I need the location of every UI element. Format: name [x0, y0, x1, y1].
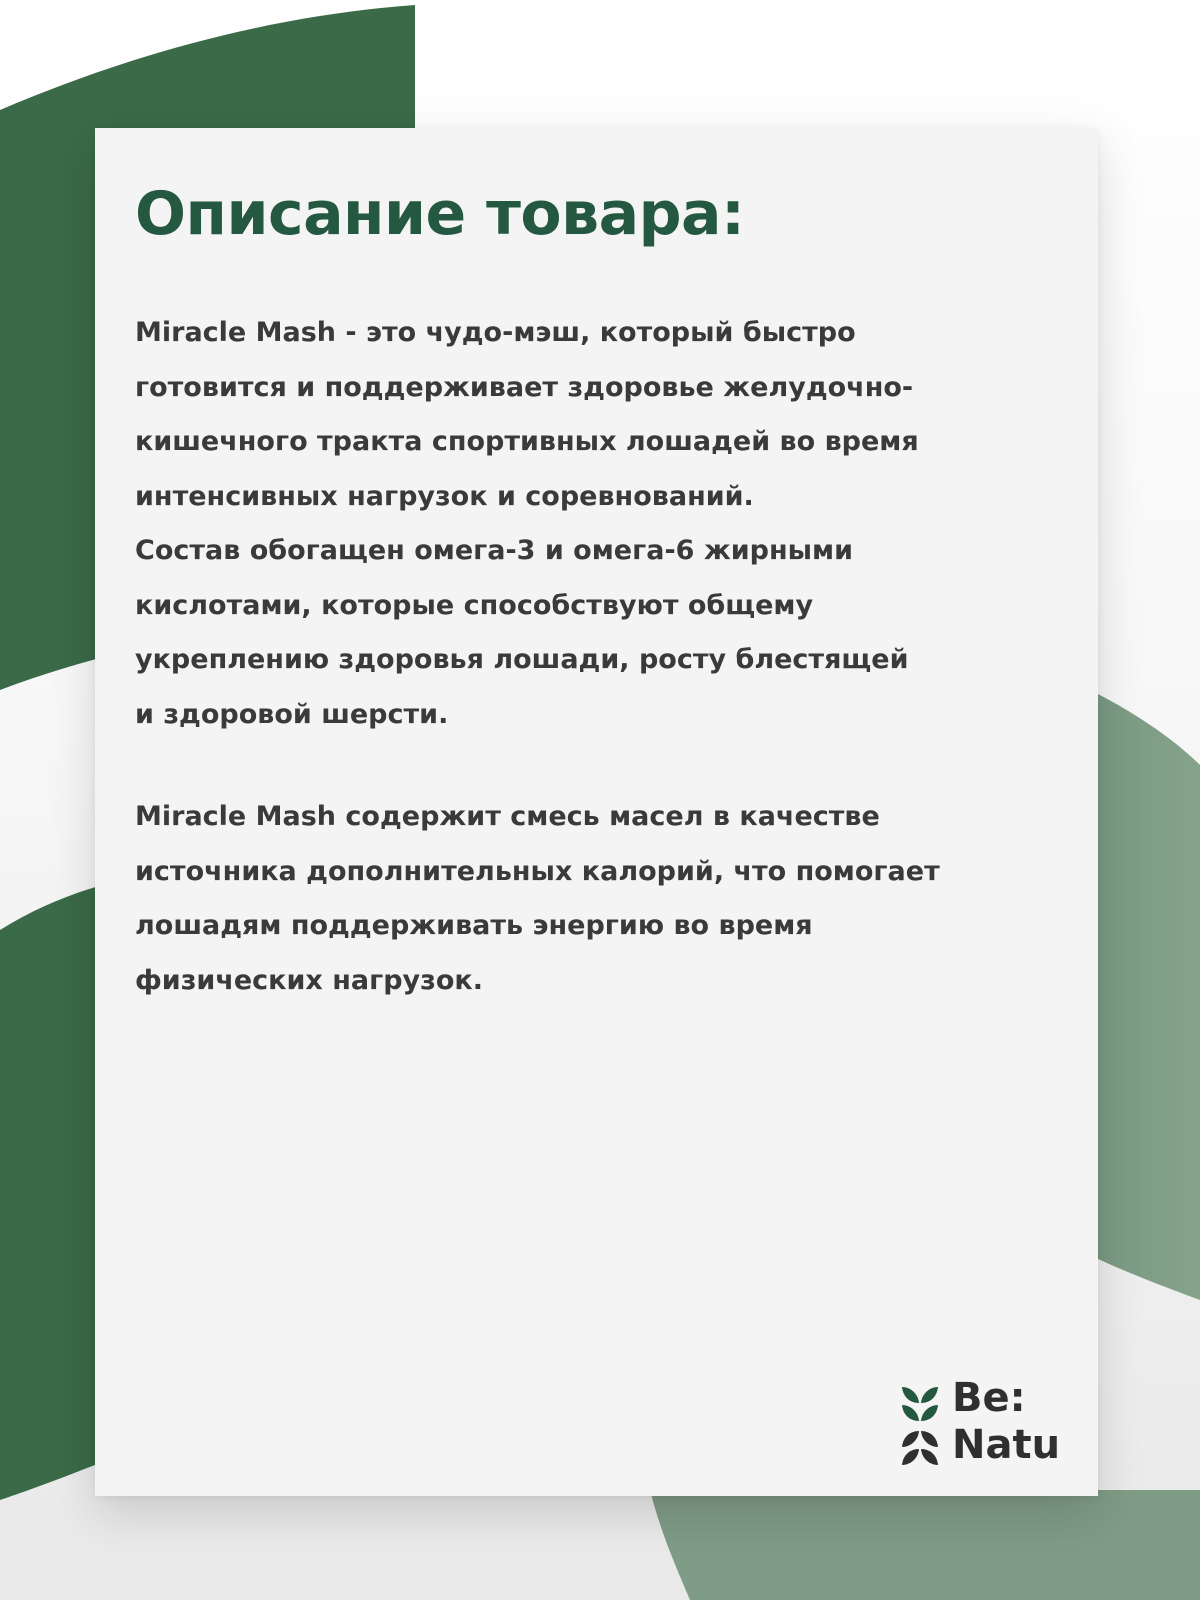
brand-logo [900, 1375, 1080, 1475]
leaf-logo-icon [900, 1383, 940, 1469]
logo-line-2: Natu [952, 1422, 1061, 1468]
description-card [95, 128, 1098, 1496]
paragraph-1-line-8: и здоровой шерсти. [135, 698, 449, 730]
paragraph-1-line-2: готовится и поддерживает здоровье желудочно- [135, 371, 914, 403]
paragraph-1-line-5: Состав обогащен омега-3 и омега-6 жирными [135, 535, 854, 566]
page-title: Описание товара: [135, 179, 745, 249]
paragraph-1-line-1: Miracle Mash - это чудо-мэш, который быстро [135, 317, 856, 348]
paragraph-2-line-4: физических нагрузок. [135, 964, 483, 996]
paragraph-2-line-3: лошадям поддерживать энергию во время [135, 910, 813, 941]
paragraph-2-line-2: источника дополнительных калорий, что помогает [135, 855, 940, 887]
description-text [135, 306, 1035, 1008]
paragraph-1-line-7: укреплению здоровья лошади, росту блестящей [135, 644, 909, 675]
paragraph-gap [135, 742, 1035, 790]
paragraph-1-line-3: кишечного тракта спортивных лошадей во время [135, 426, 919, 457]
logo-wordmark [952, 1375, 1060, 1469]
bottom-right-green-shape [650, 1490, 1200, 1600]
right-mid-green-shape [1090, 690, 1200, 1300]
paragraph-1-line-4: интенсивных нагрузок и соревнований. [135, 480, 754, 512]
paragraph-1-line-6: кислотами, которые способствуют общему [135, 589, 814, 621]
logo-line-1: Be: [952, 1375, 1026, 1421]
paragraph-2-line-1: Miracle Mash содержит смесь масел в качестве [135, 801, 880, 832]
